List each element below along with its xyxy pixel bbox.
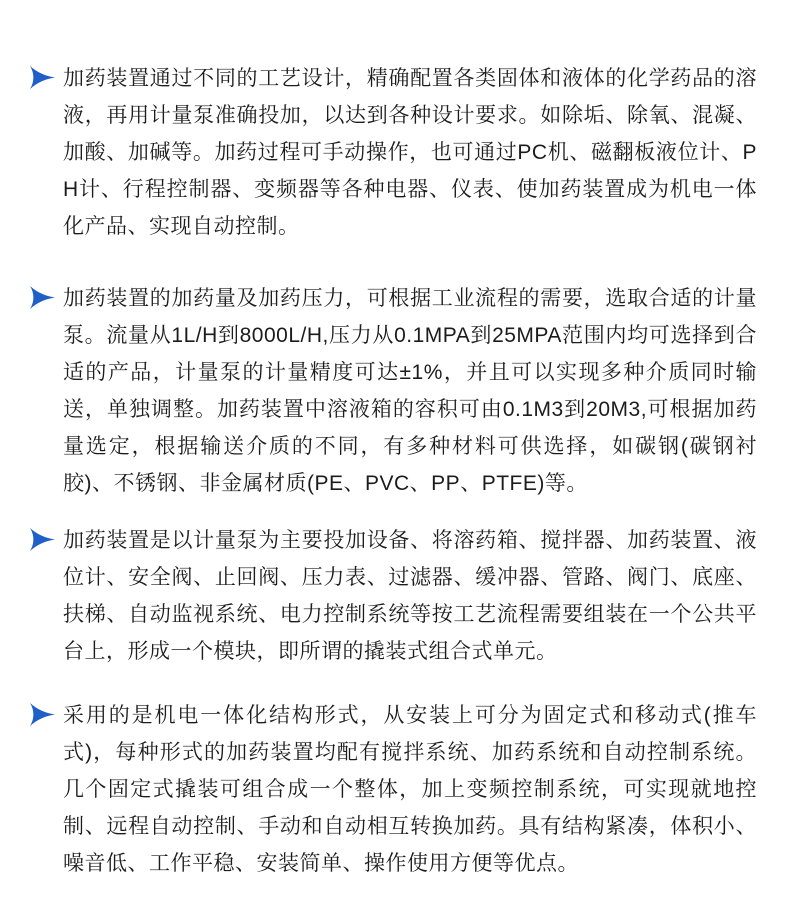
paragraph-text: 加药装置的加药量及加药压力，可根据工业流程的需要，选取合适的计量泵。流量从1L/H到8000L/H,压力从0.1MPA到25MPA范围内均可选择到合适的产品，计量泵的计量精度可达±1%，并且可以实现多种介质同时输送，单独调整。加药装置中溶液箱的容积可由0.1M3到20M3,可根据加药量选定，根据输送介质的不同，有多种材料可供选择，如碳钢(碳钢衬胶)、不锈钢、非金属材质(PE、PVC、PP、PTFE)等。 bbox=[63, 287, 757, 495]
arrow-right-icon bbox=[29, 703, 56, 726]
arrow-right-icon bbox=[29, 286, 56, 309]
arrow-right-icon-shape bbox=[30, 528, 55, 551]
paragraph-text: 采用的是机电一体化结构形式，从安装上可分为固定式和移动式(推车式)，每种形式的加药装置均配有搅拌系统、加药系统和自动控制系统。几个固定式撬装可组合成一个整体，加上变频控制系统，可实现就地控制、远程自动控制、手动和自动相互转换加药。具有结构紧凑，体积小、噪音低、工作平稳、安装简单、操作使用方便等优点。 bbox=[63, 704, 757, 875]
arrow-right-icon-shape bbox=[30, 286, 55, 309]
arrow-right-icon bbox=[29, 66, 56, 89]
bullet-paragraph bbox=[63, 280, 757, 502]
bullet-paragraph bbox=[63, 697, 757, 882]
paragraph-text: 加药装置是以计量泵为主要投加设备、将溶药箱、搅拌器、加药装置、液位计、安全阀、止回阀、压力表、过滤器、缓冲器、管路、阀门、底座、扶梯、自动监视系统、电力控制系统等按工艺流程需要组装在一个公共平台上，形成一个模块，即所谓的撬装式组合式单元。 bbox=[63, 529, 757, 663]
arrow-right-icon-shape bbox=[30, 703, 55, 726]
paragraph-text: 加药装置通过不同的工艺设计，精确配置各类固体和液体的化学药品的溶液，再用计量泵准确投加，以达到各种设计要求。如除垢、除氧、混凝、加酸、加碱等。加药过程可手动操作，也可通过PC机、磁翻板液位计、PH计、行程控制器、变频器等各种电器、仪表、使加药装置成为机电一体化产品、实现自动控制。 bbox=[63, 67, 757, 238]
arrow-right-icon bbox=[29, 528, 56, 551]
bullet-paragraph bbox=[63, 522, 757, 670]
arrow-right-icon-shape bbox=[30, 66, 55, 89]
bullet-paragraph bbox=[63, 60, 757, 245]
